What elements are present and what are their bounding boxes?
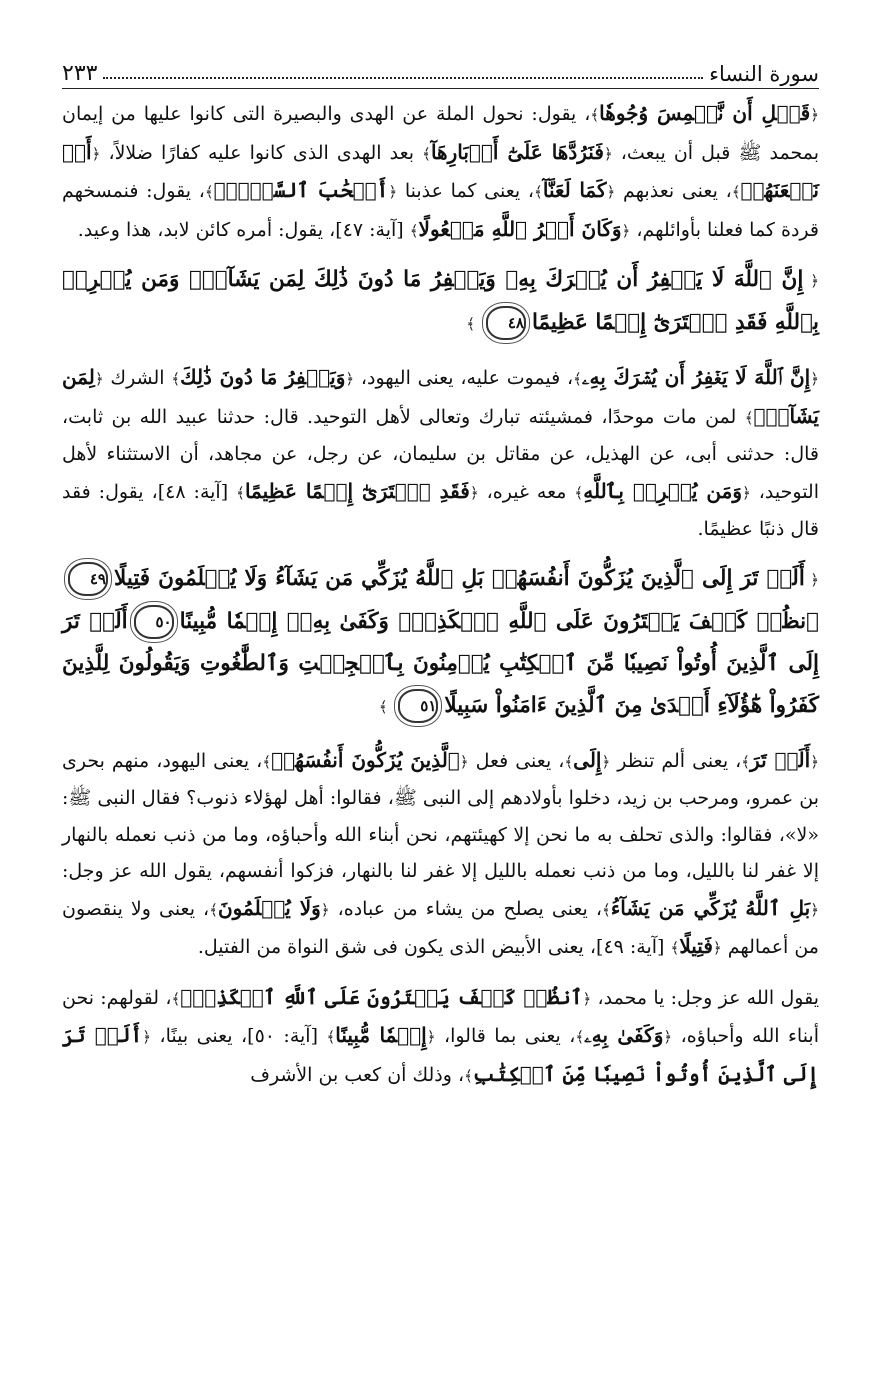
commentary-paragraph [62,95,819,249]
quoted-verse: ٱنظُرۡ كَيۡفَ يَفۡتَرُونَ عَلَى ٱللَّهِ ٱلۡكَذِبَۖ [180,984,583,1009]
verse-number-medallion: ٤٨ [486,306,526,340]
ornate-bracket-close: ﴾ [575,1028,585,1046]
ornate-bracket-close: ﴾ [741,752,751,771]
commentary-text: ، لقولهم: نحن أبناء الله وأحباؤه، [62,986,819,1047]
ornate-bracket-close: ﴾ [744,408,754,427]
commentary-text: ، يعنى ألم تنظر [610,749,742,772]
verse-number-medallion: ٥١ [398,689,438,723]
ornate-bracket-close: ﴾ [209,900,218,919]
commentary-text: ، يعنى نعذبهم [615,180,732,202]
ornate-bracket-open: ﴿ [712,939,722,957]
ornate-bracket-close: ﴾ [602,900,611,919]
commentary-text: [آية: ٤٨]، يقول: فقد قال ذنبًا عظيمًا. [62,480,819,540]
ornate-bracket-open: ﴿ [91,144,101,163]
verse-text: إِنَّ ٱللَّهَ لَا يَغۡفِرُ أَن يُشۡرَكَ بِهِۦ وَيَغۡفِرُ مَا دُونَ ذَٰلِكَ لِمَن يَشَآءُۚ وَمَن يُشۡرِكۡ بِٱللَّهِ فَقَدِ ٱفۡتَرَىٰٓ إِثۡمًا عَظِيمًا [62,267,819,335]
ornate-bracket-close: ﴾ [409,221,419,240]
commentary-text: ، يقول: فنمسخهم قردة كما فعلنا بأوائلهم، [62,180,819,241]
quoted-verse: وَيَغۡفِرُ مَا دُونَ ذَٰلِكَ [180,365,346,389]
ornate-bracket-close: ﴾ [534,183,543,201]
verse-number-medallion: ٤٩ [68,562,108,596]
ornate-bracket-close: ﴾ [590,106,600,124]
ornate-bracket-open: ﴿ [810,106,819,124]
commentary-text: ، يعنى ولا ينقصون من أعمالهم [62,897,819,958]
quoted-verse: ٱلَّذِينَ يُزَكُّونَ أَنفُسَهُمۚ [271,747,460,772]
commentary-text: ، فيموت عليه، يعنى اليهود، [354,367,574,389]
sura-title: سورة النساء [709,62,819,86]
quoted-verse: وَلَا يُظۡلَمُونَ [217,895,321,920]
ornate-bracket-open: ﴿ [388,183,398,201]
ornate-bracket-open: ﴿ [345,370,355,388]
ornate-bracket-open: ﴿ [810,900,819,919]
ornate-bracket-open: ﴿ [601,752,611,771]
ornate-bracket-open: ﴿ [804,570,819,589]
ornate-bracket-open: ﴿ [582,989,592,1008]
quoted-verse: إِلَى [573,747,602,772]
ornate-bracket-close: ﴾ [564,752,574,771]
ornate-bracket-close: ﴾ [236,483,245,502]
commentary-paragraph [62,359,819,548]
ornate-bracket-close: ﴾ [171,370,181,388]
ornate-bracket-close: ﴾ [464,1066,473,1085]
ornate-bracket-close: ﴾ [573,370,582,388]
quoted-verse: إِنَّ ٱللَّهَ لَا يَغۡفِرُ أَن يُشۡرَكَ بِهِۦ [581,365,811,389]
commentary-text: ، يعنى بما قالوا، [435,1025,576,1047]
quoted-verse: أَلَمۡ تَرَ إِلَى ٱلَّذِينَ أُوتُواْ نَصِيبٗا مِّنَ ٱلۡكِتَٰبِ [62,1023,819,1086]
ornate-bracket-open: ﴿ [94,370,104,388]
paragraph-gap [62,967,819,979]
quoted-verse: وَكَانَ أَمۡرُ ٱللَّهِ مَفۡعُولًا [418,216,622,241]
commentary-text: ، يعنى كما عذبنا [397,180,535,202]
ornate-bracket-close: ﴾ [466,315,480,333]
commentary-text: معه غيره، [478,480,575,503]
ornate-bracket-open: ﴿ [810,370,820,388]
quoted-verse: كَمَا لَعَنَّآ [542,178,607,202]
ornate-bracket-open: ﴿ [320,900,330,919]
ornate-bracket-open: ﴿ [459,752,469,771]
commentary-paragraph [62,979,819,1095]
commentary-text: ، وذلك أن كعب بن الأشرف [250,1063,465,1086]
quoted-verse: فَتِيلًا [679,934,713,958]
ornate-bracket-close: ﴾ [378,697,393,716]
header-dot-leader [103,77,703,79]
commentary-paragraph [62,742,819,967]
ornate-bracket-close: ﴾ [171,989,181,1008]
commentary-text: بعد الهدى الذى كانوا عليه كفارًا ضلالاً، [100,141,423,164]
ornate-bracket-open: ﴿ [606,183,616,201]
commentary-text: يقول الله عز وجل: يا محمد، [591,986,819,1009]
ornate-bracket-close: ﴾ [326,1028,336,1046]
commentary-text: ، يعنى يصلح من يشاء من عباده، [329,897,603,920]
ornate-bracket-open: ﴿ [803,272,819,290]
quran-verse-block [62,259,819,345]
ornate-bracket-close: ﴾ [574,483,584,502]
ornate-bracket-open: ﴿ [621,221,631,240]
ornate-bracket-open: ﴿ [742,483,751,502]
quoted-verse: بَلِ ٱللَّهُ يُزَكِّي مَن يَشَآءُ [610,895,811,920]
quoted-verse: أَصۡحَٰبَ ٱلسَّبۡتِۚ [213,178,389,202]
ornate-bracket-open: ﴿ [142,1028,152,1046]
commentary-text: ، يعنى فعل [468,749,565,772]
page-body [62,95,819,1094]
commentary-text: لمن مات موحدًا، فمشيئته تبارك وتعالى لأهل التوحيد. قال: حدثنا عبيد الله بن ثابت، قال: حدثنى أبى، عن الهذيل، عن مقاتل بن سليمان، عن رجل، عن مجاهد، أن الاستثناء لأهل التوحيد، [62,405,819,503]
verse-text: أَلَمۡ تَرَ إِلَى ٱلَّذِينَ يُزَكُّونَ أَنفُسَهُمۚ بَلِ ٱللَّهُ يُزَكِّي مَن يَشَآءُ وَلَا يُظۡلَمُونَ فَتِيلًا [114,565,805,591]
ornate-bracket-open: ﴿ [663,1028,673,1046]
quoted-verse: فَنَرُدَّهَا عَلَىٰٓ أَدۡبَارِهَآ [430,139,604,164]
commentary-text: ، يعنى اليهود، منهم بحرى بن عمرو، ومرحب بن زيد، دخلوا بأولادهم إلى النبى ﷺ، فقالوا: أهل لهؤلاء ذنوب؟ فقال النبى ﷺ: «لا»، فقالوا: والذى تحلف به ما نحن إلا كهيئتهم، نحن أبناء الله وأحباؤه، وما من ذنب نعمله بالنهار إلا غفر لنا بالليل، وما من ذنب نعمله بالليل إلا غفر لنا بالنهار، فزكوا أنفسهم، يقول الله عز وجل: [62,749,819,882]
ornate-bracket-close: ﴾ [262,752,272,771]
commentary-text: [آية: ٥٠]، يعنى بينًا، [151,1025,327,1047]
ornate-bracket-close: ﴾ [670,939,680,957]
ornate-bracket-open: ﴿ [810,752,819,771]
quoted-verse: أَوۡ نَلۡعَنَهُمۡ [62,139,819,202]
verse-text: أَلَمۡ تَرَ إِلَى ٱلَّذِينَ أُوتُواْ نَصِيبٗا مِّنَ ٱلۡكِتَٰبِ يُؤۡمِنُونَ بِٱلۡجِبۡتِ وَٱلطَّٰغُوتِ وَيَقُولُونَ لِلَّذِينَ كَفَرُواْ هَٰٓؤُلَآءِ أَهۡدَىٰ مِنَ ٱلَّذِينَ ءَامَنُواْ سَبِيلًا [62,608,819,718]
ornate-bracket-open: ﴿ [469,483,479,502]
quoted-verse: أَلَمۡ تَرَ [750,747,811,772]
commentary-text: الشرك [103,367,172,389]
ornate-bracket-open: ﴿ [426,1028,436,1046]
quran-verse-block [62,558,819,728]
ornate-bracket-close: ﴾ [422,144,431,163]
page-header [62,52,819,86]
ornate-bracket-open: ﴿ [603,144,613,163]
quoted-verse: قَبۡلِ أَن نَّطۡمِسَ وُجُوهٗا [599,101,811,125]
quoted-verse: إِثۡمٗا مُّبِينًا [335,1023,427,1047]
ornate-bracket-close: ﴾ [204,183,214,201]
commentary-text: [آية: ٤٩]، يعنى الأبيض الذى يكون فى شق النواة من الفتيل. [197,936,671,958]
page-number: ٢٣٣ [62,61,98,86]
verse-number-medallion: ٥٠ [134,605,174,639]
commentary-text: [آية: ٤٧]، يقول: أمره كائن لابد، هذا وعيد. [77,218,410,241]
verse-text: ٱنظُرۡ كَيۡفَ يَفۡتَرُونَ عَلَى ٱللَّهِ ٱلۡكَذِبَۖ وَكَفَىٰ بِهِۦٓ إِثۡمٗا مُّبِينًا [179,608,819,634]
ornate-bracket-close: ﴾ [731,183,741,201]
quoted-verse: وَمَن يُشۡرِكۡ بِٱللَّهِ [583,478,742,503]
quoted-verse: لِمَن يَشَآءُۚ [62,365,819,428]
quoted-verse: فَقَدِ ٱفۡتَرَىٰٓ إِثۡمًا عَظِيمًا [244,478,470,503]
header-rule [62,88,819,89]
commentary-text: ، يقول: نحول الملة عن الهدى والبصيرة التى كانوا عليها من إيمان بمحمد ﷺ قبل أن يبعث، [62,103,819,164]
quoted-verse: وَكَفَىٰ بِهِۦ [584,1023,664,1047]
